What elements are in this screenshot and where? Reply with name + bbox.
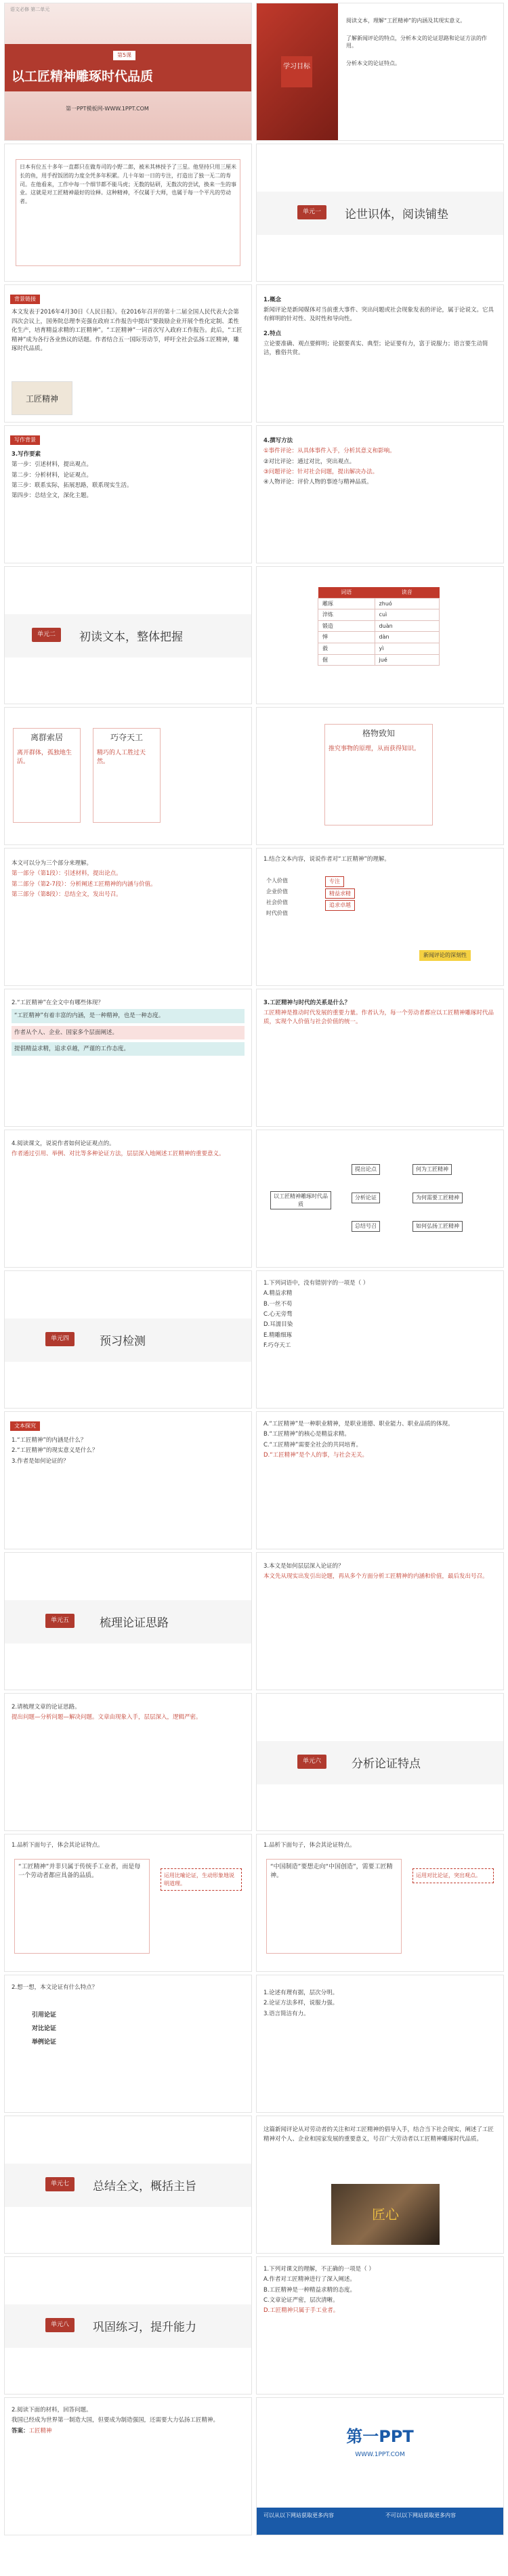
goals-seal: 学习目标: [281, 56, 312, 87]
trait-pill: 专注: [325, 876, 344, 887]
table-cell: 惮: [318, 632, 375, 643]
feature-item: 3.语言简洁有力。: [263, 2010, 310, 2017]
section-badge: 单元八: [45, 2318, 75, 2332]
section-title: 初读文本，整体把握: [79, 630, 183, 644]
mindmap-leaf: 为何需要工匠精神: [412, 1193, 463, 1203]
quote-box: “中国制造”要想走向“中国创造”，需要工匠精神。: [266, 1859, 402, 1954]
table-cell: 锻造: [318, 620, 375, 632]
table-cell: 淬炼: [318, 609, 375, 621]
slide-features-a[interactable]: [256, 1975, 504, 2113]
elements-item: 第四步：总结全文，深化主题。: [12, 492, 93, 500]
table-cell: dàn: [375, 632, 439, 643]
section-title: 梳理论证思路: [100, 1616, 169, 1630]
value-label: 企业价值: [266, 888, 288, 895]
quiz-option[interactable]: B.一丝不苟: [263, 1300, 293, 1308]
section-badge: 单元五: [45, 1614, 75, 1628]
question-text: 1.品析下面句子，体会其论证特点。: [263, 1842, 356, 1849]
elements-title: 3.写作要素: [12, 451, 41, 458]
slide-section-7[interactable]: [4, 2256, 252, 2395]
question-text: 3.本文是如何层层深入论证的？: [263, 1563, 344, 1570]
explore-item: 1.“工匠精神”的内涵是什么？: [12, 1437, 87, 1444]
table-row: [318, 632, 440, 643]
answer-text: 本文先从现实出发引出论题，再从多个方面分析工匠精神的内涵和价值，最后发出号召。: [263, 1573, 488, 1581]
section-badge: 单元四: [45, 1332, 75, 1346]
slide-argument-logic[interactable]: [4, 1693, 252, 1831]
question-text: 1.品析下面句子，体会其论证特点。: [12, 1842, 104, 1849]
feature-item: 2.论证方法多样，说服力强。: [263, 2000, 339, 2007]
material-text: 我国已经成为世界第一制造大国，但要成为制造强国，还需要大力弘扬工匠精神。: [12, 2417, 219, 2424]
section-badge: 单元七: [45, 2177, 75, 2191]
mindmap-leaf: 如何弘扬工匠精神: [412, 1221, 463, 1232]
quiz-option[interactable]: C.“工匠精神”需要全社会的共同培育。: [263, 1441, 362, 1448]
slide-section-2[interactable]: [4, 566, 252, 704]
quiz-option[interactable]: B.工匠精神是一种精益求精的态度。: [263, 2286, 356, 2294]
vocab-card-text: 推究事物的原理，从而获得知识。: [329, 746, 421, 753]
answer-label: 答案：: [12, 2427, 29, 2434]
lesson-number: 第5课: [113, 51, 135, 60]
mindmap-branch: 分析论证: [352, 1193, 380, 1203]
section-badge: 单元二: [32, 628, 61, 642]
question-text: 2.“工匠精神”在全文中有哪些体现？: [12, 1000, 104, 1006]
section-tag: 文本探究: [10, 1421, 40, 1431]
question-text: 2.想一想，本文论证有什么特点？: [12, 1984, 98, 1991]
mindmap-branch: 总结号召: [352, 1221, 380, 1232]
section-title: 论世识体，阅读铺垫: [345, 208, 448, 221]
value-label: 时代价值: [266, 910, 288, 916]
section-tag: 背景链接: [10, 295, 40, 304]
table-cell: 雕琢: [318, 598, 375, 609]
craftsman-photo: 匠心: [331, 2184, 440, 2245]
slide-argument[interactable]: [4, 1130, 252, 1268]
definition-title: 1.概念: [263, 297, 282, 303]
slide-quiz-2[interactable]: [256, 1411, 504, 1549]
question-text: 3.工匠精神与时代的关系是什么？: [263, 1000, 351, 1006]
slide-section-5[interactable]: [256, 1693, 504, 1831]
elements-item: 第一步：引述材料，提出观点。: [12, 461, 93, 469]
answer-text: 工匠精神是推动时代发展的重要力量。作者认为，每一个劳动者都应以工匠精神雕琢时代品质，实现个人价值与社会价值的统一。: [263, 1010, 494, 1025]
answer-text: 工匠精神: [28, 2427, 52, 2434]
section-badge: 单元六: [297, 1755, 326, 1769]
feature-item: 1.论述有理有据，层次分明。: [263, 1990, 339, 1996]
table-header: 词语: [318, 587, 375, 598]
table-row: [318, 643, 440, 654]
table-header: 读音: [375, 587, 439, 598]
section-tag: 写作背景: [10, 435, 40, 445]
question-text: 2.请梳理文章的论证思路。: [12, 1704, 81, 1711]
answer-block: 提倡精益求精，追求卓越，严谨的工作态度。: [12, 1042, 245, 1056]
question-text: 1.下列词语中，没有错别字的一项是（ ）: [263, 1280, 369, 1287]
mindmap-root: 以工匠精神雕琢时代品质: [270, 1191, 331, 1209]
annotation-box: 运用对比论证，突出观点。: [412, 1868, 494, 1883]
answer-text: 作者通过引用、举例、对比等多种论证方法，层层深入地阐述工匠精神的重要意义。: [12, 1151, 225, 1158]
quiz-option[interactable]: A.精益求精: [263, 1290, 293, 1297]
answer-block: 作者从个人、企业、国家多个层面阐述。: [12, 1026, 245, 1039]
slide-structure[interactable]: [4, 848, 252, 986]
table-row: [318, 654, 440, 666]
slide-section-6[interactable]: [4, 2116, 252, 2254]
quiz-option[interactable]: C.心无旁骛: [263, 1310, 293, 1318]
vocab-card-title: 离群索居: [30, 733, 63, 742]
slide-mindmap[interactable]: [256, 1130, 504, 1268]
vocab-card-title: 巧夺天工: [110, 733, 143, 742]
page-title: 以工匠精神雕琢时代品质: [12, 69, 154, 84]
quiz-option[interactable]: D.工匠精神只属于手工业者。: [263, 2307, 339, 2315]
slide-section-1[interactable]: [256, 144, 504, 282]
quiz-option[interactable]: D.“工匠精神”是个人的事，与社会无关。: [263, 1451, 368, 1459]
slide-vocab-cards[interactable]: [4, 707, 252, 845]
question-text: 2.阅读下面的材料，回答问题。: [12, 2407, 92, 2413]
features-text: 立论要准确、观点要鲜明；论据要真实、典型；论证要有力，富于说服力；语言要生动简洁，雅俗共赏。: [263, 341, 488, 356]
vocab-card-title: 格物致知: [362, 729, 395, 738]
answer-text: 提出问题—分析问题—解决问题。文章由现象入手，层层深入，逻辑严密。: [12, 1714, 202, 1721]
slide-sentence-analysis-2[interactable]: [256, 1834, 504, 1972]
question-text: 4.阅读课文，说说作者如何论证观点的。: [12, 1140, 115, 1147]
slide-writing-methods[interactable]: [256, 425, 504, 563]
section-title: 巩固练习，提升能力: [93, 2321, 196, 2334]
annotation-box: 运用比喻论证，生动形象地说明道理。: [161, 1868, 242, 1891]
question-text: 1.下列对课文的理解，不正确的一项是（ ）: [263, 2266, 375, 2273]
table-cell: cuì: [375, 609, 439, 621]
mindmap-leaf: 何为工匠精神: [412, 1164, 452, 1175]
slide-goals[interactable]: [256, 3, 504, 141]
slide-pronunciation[interactable]: [256, 566, 504, 704]
vocab-card-text: 离开群体，孤独地生活。: [17, 750, 72, 766]
quiz-option[interactable]: B.“工匠精神”的核心是精益求精。: [263, 1431, 350, 1438]
vocab-card-text: 精巧的人工胜过天然。: [97, 750, 146, 766]
structure-item: 第二部分（第2-7段）：分析阐述工匠精神的内涵与价值。: [12, 880, 156, 888]
quiz-option[interactable]: C.文章论证严密，层次清晰。: [263, 2296, 339, 2304]
structure-item: 第一部分（第1段）：引述材料，提出论点。: [12, 870, 122, 878]
quiz-option[interactable]: A.作者对工匠精神进行了深入阐述。: [263, 2276, 356, 2283]
table-cell: zhuó: [375, 598, 439, 609]
table-cell: jué: [375, 654, 439, 666]
goal-item: 阅读文本，理解“工匠精神”的内涵及其现实意义。: [346, 18, 466, 24]
table-cell: 毅: [318, 643, 375, 654]
slide-brand[interactable]: [256, 2397, 504, 2535]
slide-section-3[interactable]: [4, 1270, 252, 1409]
structure-item: 第三部分（第8段）：总结全文，发出号召。: [12, 890, 122, 898]
slide-background[interactable]: [4, 284, 252, 423]
quiz-option[interactable]: A.“工匠精神”是一种职业精神，是职业道德、职业能力、职业品质的体现。: [263, 1421, 454, 1427]
explore-item: 2.“工匠精神”的现实意义是什么？: [12, 1447, 98, 1455]
footer-bar: [257, 2508, 503, 2535]
feature-label: 引用论证: [32, 2012, 57, 2019]
goal-item: 分析本文的论证特点。: [346, 60, 400, 66]
quiz-option[interactable]: D.耳濡目染: [263, 1321, 293, 1329]
intro-text: 日本有位五十多年一直都只在做寿司的小野二郎，被米其林授予了三星。他坚持只用三厘米长的鱼，用手捏饭团的力度全凭多年积累。几十年如一日的专注，打造出了独一无二的寿司。在他看来，工作中每一个细节都不能马虎；无数的钻研，无数次的尝试，换来一生的事业。这就是对工匠精神最好的诠释。这种精神，不仅属于大师，也属于每一个平凡的劳动者。: [16, 159, 240, 266]
slide-vocab-card-3[interactable]: [256, 707, 504, 845]
answer-block: “工匠精神”有着丰富的内涵，是一种精神，也是一种态度。: [12, 1009, 245, 1023]
elements-item: 第三步：联系实际，拓展思路，联系现实生活。: [12, 481, 133, 489]
slide-text-explore[interactable]: [4, 1411, 252, 1549]
slide-exercise-2[interactable]: [4, 2397, 252, 2535]
section-badge: 单元一: [297, 205, 326, 219]
section-title: 预习检测: [100, 1335, 146, 1348]
slide-era-relation[interactable]: [256, 989, 504, 1127]
quote-box: “工匠精神”并非只属于传统手工业者，而是每一个劳动者都应具备的品质。: [14, 1859, 150, 1954]
slide-section-4[interactable]: [4, 1552, 252, 1690]
vocab-card: [13, 728, 81, 823]
definition-text: 新闻评论是新闻媒体对当前重大事件、突出问题或社会现象发表的评论，属于论说文。它具有鲜明的针对性、及时性和导向性。: [263, 307, 494, 322]
slide-value-map[interactable]: [256, 848, 504, 986]
methods-title: 4.撰写方法: [263, 437, 293, 444]
quiz-option[interactable]: F.巧夺天工: [263, 1341, 291, 1349]
trait-pill: 追求卓越: [325, 900, 355, 911]
slide-sentence-analysis-1[interactable]: [4, 1834, 252, 1972]
methods-item: ③问题评论：针对社会问题，提出解决办法。: [263, 468, 379, 475]
goal-item: 了解新闻评论的特点，分析本文的论证思路和论证方法的作用。: [346, 35, 487, 49]
footer-right[interactable]: 不可以以下网站获取更多内容: [385, 2512, 456, 2518]
quiz-option[interactable]: E.精雕细琢: [263, 1331, 293, 1339]
section-title: 分析论证特点: [352, 1757, 421, 1771]
methods-item: ①事件评论：从具体事件入手，分析其意义和影响。: [263, 448, 396, 455]
brand-logo: 第一PPT: [346, 2427, 414, 2446]
vocab-card: [93, 728, 161, 823]
slide-exercise-1[interactable]: [256, 2256, 504, 2395]
brand-site[interactable]: WWW.1PPT.COM: [355, 2451, 405, 2458]
table-row: [318, 620, 440, 632]
mindmap-branch: 提出论点: [352, 1164, 380, 1175]
slide-intro[interactable]: [4, 144, 252, 282]
trait-pill: 精益求精: [325, 888, 355, 899]
value-label: 个人价值: [266, 878, 288, 884]
elements-item: 第二步：分析材料，论证观点。: [12, 471, 93, 479]
question-text: 1.结合文本内容，说说作者对“工匠精神”的理解。: [263, 856, 390, 863]
methods-item: ②对比评论：通过对比，突出观点。: [263, 458, 356, 465]
table-row: [318, 598, 440, 609]
slide-quiz-1[interactable]: [256, 1270, 504, 1409]
highlight-box: 新闻评论的深刻性: [419, 950, 471, 961]
table-cell: duàn: [375, 620, 439, 632]
features-title: 2.特点: [263, 330, 282, 337]
slide-summary[interactable]: [256, 2116, 504, 2254]
table-cell: 倔: [318, 654, 375, 666]
slide-writing-elements[interactable]: [4, 425, 252, 563]
background-text: 本文发表于2016年4月30日《人民日报》。在2016年召开的第十二届全国人民代表大会第四次会议上，国务院总理李克强在政府工作报告中提出“要鼓励企业开展个性化定制、柔性化生产，培育精益求精的工匠精神”。“工匠精神”一词首次写入政府工作报告。此后，“工匠精神”成为各行各业热议的话题。作者结合五一国际劳动节，呼吁全社会弘扬工匠精神，雕琢时代品质。: [12, 309, 242, 353]
slide-features-q[interactable]: [4, 1975, 252, 2113]
table-row: [318, 609, 440, 621]
feature-label: 对比论证: [32, 2025, 57, 2032]
summary-text: 这篇新闻评论从对劳动者的关注和对工匠精神的倡导入手，结合当下社会现实，阐述了工匠精神对个人、企业和国家发展的重要意义，号召广大劳动者以工匠精神雕琢时代品质。: [263, 2126, 494, 2143]
slide-argument-depth[interactable]: [256, 1552, 504, 1690]
structure-text: 本文可以分为三个部分来理解。: [12, 860, 93, 867]
feature-label: 举例论证: [32, 2038, 57, 2046]
methods-item: ④人物评论：评价人物的事迹与精神品质。: [263, 479, 373, 486]
calligraphy-image: 工匠精神: [12, 381, 72, 415]
pronunciation-table: [318, 587, 440, 666]
breadcrumb: 语文必修 第二单元: [10, 7, 50, 12]
vocab-card: [324, 724, 433, 825]
slide-manifestation[interactable]: [4, 989, 252, 1127]
explore-item: 3.作者是如何论证的？: [12, 1457, 69, 1465]
section-title: 总结全文，概括主旨: [93, 2180, 196, 2193]
slide-definition[interactable]: [256, 284, 504, 423]
site-label: 第一PPT模板网-WWW.1PPT.COM: [66, 106, 149, 112]
value-label: 社会价值: [266, 899, 288, 905]
footer-left[interactable]: 可以从以下网站获取更多内容: [263, 2512, 334, 2518]
table-cell: yì: [375, 643, 439, 654]
slide-cover[interactable]: [4, 3, 252, 141]
